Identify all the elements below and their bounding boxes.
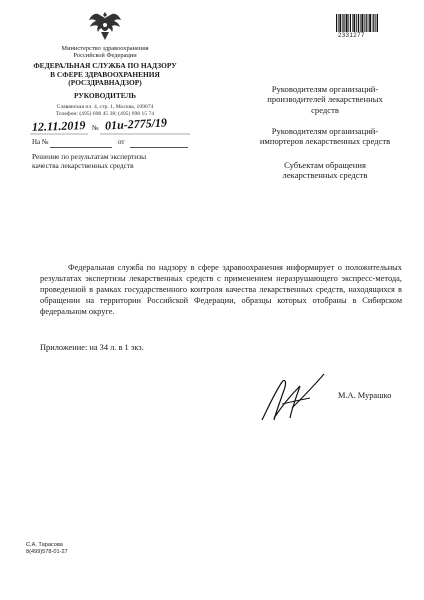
attachment-note: Приложение: на 34 л. в 1 экз. bbox=[40, 343, 144, 352]
executor-info bbox=[26, 542, 68, 556]
reference-number-label: На № bbox=[32, 138, 49, 146]
head-title: РУКОВОДИТЕЛЬ bbox=[74, 91, 136, 100]
ministry-name: Министерство здравоохранения Российской Федерации bbox=[61, 45, 149, 60]
registration-number-label: № bbox=[92, 124, 99, 132]
addressee-circulation-subjects: Субъектам обращения лекарственных средств bbox=[282, 160, 368, 181]
addressee-manufacturers: Руководителям организаций- производителей лекарственных средств bbox=[267, 84, 383, 115]
service-name: ФЕДЕРАЛЬНАЯ СЛУЖБА ПО НАДЗОРУ В СФЕРЕ ЗДРАВООХРАНЕНИЯ (РОСЗДРАВНАДЗОР) bbox=[33, 61, 177, 88]
signer-name: М.А. Мурашко bbox=[338, 391, 392, 400]
executor-phone: 8(499)578-01-27 bbox=[26, 549, 68, 555]
letter-body: Федеральная служба по надзору в сфере здравоохранения информирует о положительных результатах экспертизы лекарственных средств с применением неразрушающего экспресс-метода, проведенной в рамках государственного контроля качества лекарственных средств, находящихся в обращении на территории Российской Федерации, образцы которых отобраны в Сибирском федеральном округе. bbox=[40, 263, 402, 316]
handwritten-signature bbox=[252, 368, 332, 428]
reference-row bbox=[32, 138, 192, 146]
barcode-icon bbox=[336, 14, 378, 32]
reference-number-line bbox=[50, 147, 112, 148]
double-headed-eagle-emblem-icon bbox=[86, 8, 124, 42]
reference-date-label: от bbox=[118, 138, 125, 146]
letterhead-address: Славянская пл. 4, стр. 1, Москва, 109074 Телефон: (495) 698 45 38; (495) 698 15 74 bbox=[55, 104, 155, 117]
registration-date: 12.11.2019 bbox=[31, 118, 86, 134]
registration-number: 01и-2775/19 bbox=[104, 115, 168, 133]
barcode-number: 2331277 bbox=[338, 33, 365, 39]
reference-date-line bbox=[130, 147, 188, 148]
addressee-importers: Руководителям организаций- импортеров лекарственных средств bbox=[259, 126, 391, 147]
letter-subject: Решение по результатам экспертизы качества лекарственных средств bbox=[32, 152, 147, 170]
executor-name: С.А. Тарасова bbox=[26, 542, 63, 548]
